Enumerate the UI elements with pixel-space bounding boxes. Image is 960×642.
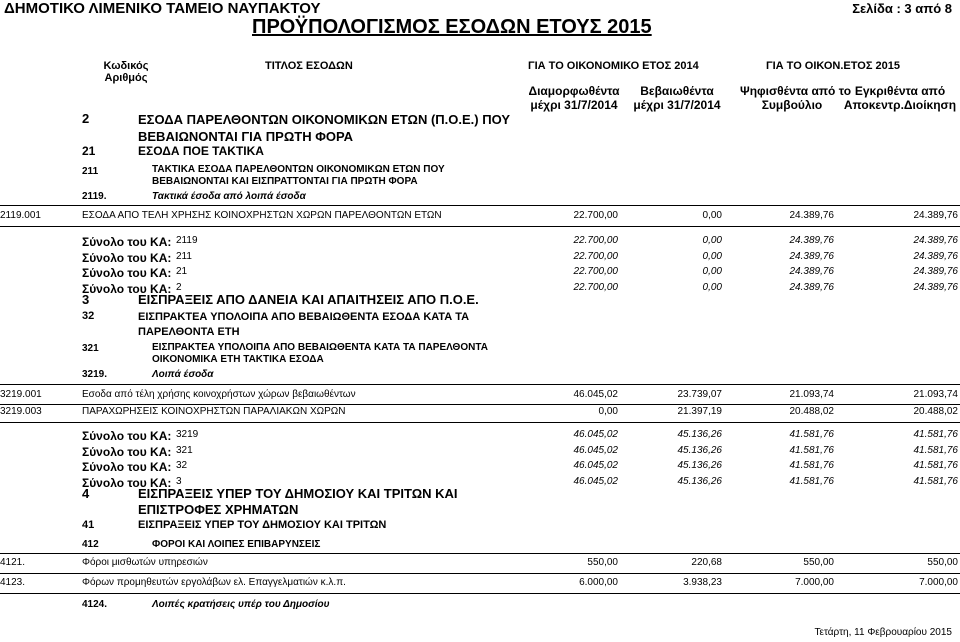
col-header-code: Κωδικός Αριθμός <box>103 60 149 84</box>
table-row: 3219.003 ΠΑΡΑΧΩΡΗΣΕΙΣ ΚΟΙΝΟΧΡΗΣΤΩΝ ΠΑΡΑΛΙΑΚΩΝ ΧΩΡΩΝ 0,00 21.397,19 20.488,02 20.488,02 <box>0 406 958 417</box>
subtotal-value: 24.389,76 <box>789 250 834 262</box>
subtotal-value: 24.389,76 <box>913 281 958 293</box>
divider <box>0 422 960 423</box>
subtotal-value: 22.700,00 <box>573 250 618 262</box>
section-3-code: 3 <box>82 292 90 307</box>
subtotal-code: 32 <box>176 460 188 471</box>
section-41-title: ΕΙΣΠΡΑΞΕΙΣ ΥΠΕΡ ΤΟΥ ΔΗΜΟΣΙΟΥ ΚΑΙ ΤΡΙΤΩΝ <box>138 519 387 531</box>
subtotal-value: 41.581,76 <box>913 460 958 471</box>
section-2-title: ΕΣΟΔΑ ΠΑΡΕΛΘΟΝΤΩΝ ΟΙΚΟΝΟΜΙΚΩΝ ΕΤΩΝ (Π.Ο.Ε.) ΠΟΥ ΒΕΒΑΙΩΝΟΝΤΑΙ ΓΙΑ ΠΡΩΤΗ ΦΟΡΑ <box>138 112 511 144</box>
subtotal-label: Σύνολο του ΚΑ: <box>82 429 172 443</box>
subtotal-value: 41.581,76 <box>913 475 958 487</box>
subtotal-value: 41.581,76 <box>913 429 958 440</box>
table-row: 2119.001 ΕΣΟΔΑ ΑΠΟ ΤΕΛΗ ΧΡΗΣΗΣ ΚΟΙΝΟΧΡΗΣΤΩΝ ΧΩΡΩΝ ΠΑΡΕΛΘΟΝΤΩΝ ΕΤΩΝ 22.700,00 0,00 24.389,76 24.389,76 <box>0 210 958 221</box>
subtotal-value: 24.389,76 <box>913 266 958 277</box>
table-row: 4123. Φόρων προμηθευτών εργολάβων ελ. Επαγγελματιών κ.λ.π. 6.000,00 3.938,23 7.000,00 7.000,00 <box>0 577 958 588</box>
section-321-title: ΕΙΣΠΡΑΚΤΕΑ ΥΠΟΛΟΙΠΑ ΑΠΟ ΒΕΒΑΙΩΘΕΝΤΑ ΚΑΤΑ ΤΑ ΠΑΡΕΛΘΟΝΤΑ ΟΙΚΟΝΟΜΙΚΑ ΕΤΗ ΤΑΚΤΙΚΑ ΕΣΟΔΑ <box>152 342 488 365</box>
subtotal-value: 46.045,02 <box>573 475 618 487</box>
subtotal-label: Σύνολο του ΚΑ: <box>82 444 172 459</box>
subtotal-code: 211 <box>176 250 192 262</box>
col-header-voted: Ψηφισθέντα από το Συμβούλιο <box>740 84 852 112</box>
table-row: 3219.001 Εσοδα από τέλη χρήσης κοινοχρήστων χώρων βεβαιωθέντων 46.045,02 23.739,07 21.093,74 21.093,74 <box>0 389 958 400</box>
subtotal-label: Σύνολο του ΚΑ: <box>82 281 172 296</box>
organization-name: ΔΗΜΟΤΙΚΟ ΛΙΜΕΝΙΚΟ ΤΑΜΕΙΟ ΝΑΥΠΑΚΤΟΥ <box>4 0 321 17</box>
section-412-code: 412 <box>82 539 99 550</box>
subtotal-row <box>0 265 960 281</box>
section-21-title: ΕΣΟΔΑ ΠΟΕ ΤΑΚΤΙΚΑ <box>138 144 264 158</box>
section-412-title: ΦΟΡΟΙ ΚΑΙ ΛΟΙΠΕΣ ΕΠΙΒΑΡΥΝΣΕΙΣ <box>152 539 321 550</box>
subtotal-row <box>0 234 960 250</box>
section-3219-title: Λοιπά έσοδα <box>152 369 214 380</box>
subtotal-value: 41.581,76 <box>913 444 958 456</box>
section-32-code: 32 <box>82 310 95 322</box>
divider <box>0 226 960 227</box>
section-2119-code: 2119. <box>82 191 107 202</box>
footer-date: Τετάρτη, 11 Φεβρουαρίου 2015 <box>814 627 952 638</box>
section-4-code: 4 <box>82 486 90 501</box>
section-32-title: ΕΙΣΠΡΑΚΤΕΑ ΥΠΟΛΟΙΠΑ ΑΠΟ ΒΕΒΑΙΩΘΕΝΤΑ ΕΣΟΔΑ ΚΑΤΑ ΤΑ ΠΑΡΕΛΘΟΝΤΑ ΕΤΗ <box>138 311 470 338</box>
page-indicator: Σελίδα : 3 από 8 <box>852 1 952 16</box>
subtotal-value: 0,00 <box>702 266 722 277</box>
subtotal-code: 2 <box>176 281 182 293</box>
subtotal-value: 41.581,76 <box>789 444 834 456</box>
subtotal-code: 3 <box>176 475 182 487</box>
subtotal-row <box>0 250 960 266</box>
divider <box>0 205 960 206</box>
col-header-confirmed: Βεβαιωθέντα μέχρι 31/7/2014 <box>633 84 721 112</box>
subtotal-value: 0,00 <box>702 281 722 293</box>
divider <box>0 384 960 385</box>
section-2119-title: Τακτικά έσοδα από λοιπά έσοδα <box>152 191 306 202</box>
subtotal-label: Σύνολο του ΚΑ: <box>82 460 172 474</box>
divider <box>0 593 960 594</box>
section-21-code: 21 <box>82 144 96 158</box>
subtotal-value: 0,00 <box>702 250 722 262</box>
subtotal-value: 24.389,76 <box>913 250 958 262</box>
group-header-2014: ΓΙΑ ΤΟ ΟΙΚΟΝΟΜΙΚΟ ΕΤΟΣ 2014 <box>528 60 699 72</box>
subtotal-row <box>0 444 960 460</box>
subtotal-value: 24.389,76 <box>789 235 834 246</box>
subtotal-value: 24.389,76 <box>789 281 834 293</box>
col-header-formed: Διαμορφωθέντα μέχρι 31/7/2014 <box>528 84 620 112</box>
subtotal-code: 321 <box>176 444 193 456</box>
section-211-code: 211 <box>82 166 99 177</box>
section-41-code: 41 <box>82 519 95 531</box>
subtotal-row <box>0 459 960 475</box>
subtotal-label: Σύνολο του ΚΑ: <box>82 235 172 249</box>
section-321-code: 321 <box>82 343 99 354</box>
group-header-2015: ΓΙΑ ΤΟ ΟΙΚΟΝ.ΕΤΟΣ 2015 <box>766 60 900 72</box>
subtotal-value: 41.581,76 <box>789 460 834 471</box>
subtotal-value: 24.389,76 <box>789 266 834 277</box>
subtotal-value: 46.045,02 <box>573 429 618 440</box>
subtotal-code: 2119 <box>176 235 198 246</box>
subtotal-value: 46.045,02 <box>573 460 618 471</box>
subtotal-code: 3219 <box>176 429 199 440</box>
section-211-title: ΤΑΚΤΙΚΑ ΕΣΟΔΑ ΠΑΡΕΛΘΟΝΤΩΝ ΟΙΚΟΝΟΜΙΚΩΝ ΕΤΩΝ ΠΟΥ ΒΕΒΑΙΩΝΟΝΤΑΙ ΚΑΙ ΕΙΣΠΡΑΤΤΟΝΤΑΙ ΓΙΑ ΠΡΩΤΗ ΦΟΡΑ <box>152 164 445 187</box>
subtotal-code: 21 <box>176 266 188 277</box>
section-4124-code: 4124. <box>82 599 108 610</box>
divider <box>0 573 960 574</box>
subtotal-value: 45.136,26 <box>677 444 722 456</box>
section-3219-code: 3219. <box>82 369 108 380</box>
divider <box>0 404 960 405</box>
col-header-title: ΤΙΤΛΟΣ ΕΣΟΔΩΝ <box>265 60 353 72</box>
subtotal-value: 46.045,02 <box>573 444 618 456</box>
subtotal-label: Σύνολο του ΚΑ: <box>82 250 172 265</box>
subtotal-value: 22.700,00 <box>573 281 618 293</box>
subtotal-row <box>0 428 960 444</box>
section-4124-title: Λοιπές κρατήσεις υπέρ του Δημοσίου <box>152 599 330 610</box>
subtotal-value: 22.700,00 <box>573 235 618 246</box>
document-title: ΠΡΟΫΠΟΛΟΓΙΣΜΟΣ ΕΣΟΔΩΝ ΕΤΟΥΣ 2015 <box>252 16 652 38</box>
section-4-title: ΕΙΣΠΡΑΞΕΙΣ ΥΠΕΡ ΤΟΥ ΔΗΜΟΣΙΟΥ ΚΑΙ ΤΡΙΤΩΝ ΚΑΙ ΕΠΙΣΤΡΟΦΕΣ ΧΡΗΜΑΤΩΝ <box>138 486 458 517</box>
subtotal-value: 45.136,26 <box>677 460 722 471</box>
subtotal-label: Σύνολο του ΚΑ: <box>82 266 172 280</box>
subtotal-label: Σύνολο του ΚΑ: <box>82 475 172 490</box>
subtotal-value: 45.136,26 <box>677 429 722 440</box>
subtotal-value: 45.136,26 <box>677 475 722 487</box>
section-2-code: 2 <box>82 111 90 126</box>
col-header-approved: Εγκριθέντα από Αποκεντρ.Διοίκηση <box>843 84 957 112</box>
subtotal-value: 22.700,00 <box>573 266 618 277</box>
divider <box>0 553 960 554</box>
subtotal-value: 41.581,76 <box>789 475 834 487</box>
section-3-title: ΕΙΣΠΡΑΞΕΙΣ ΑΠΟ ΔΑΝΕΙΑ ΚΑΙ ΑΠΑΙΤΗΣΕΙΣ ΑΠΟ Π.Ο.Ε. <box>138 292 479 307</box>
subtotal-value: 24.389,76 <box>913 235 958 246</box>
subtotal-value: 41.581,76 <box>789 429 834 440</box>
table-row: 4121. Φόροι μισθωτών υπηρεσιών 550,00 220,68 550,00 550,00 <box>0 557 958 568</box>
subtotal-value: 0,00 <box>702 235 722 246</box>
